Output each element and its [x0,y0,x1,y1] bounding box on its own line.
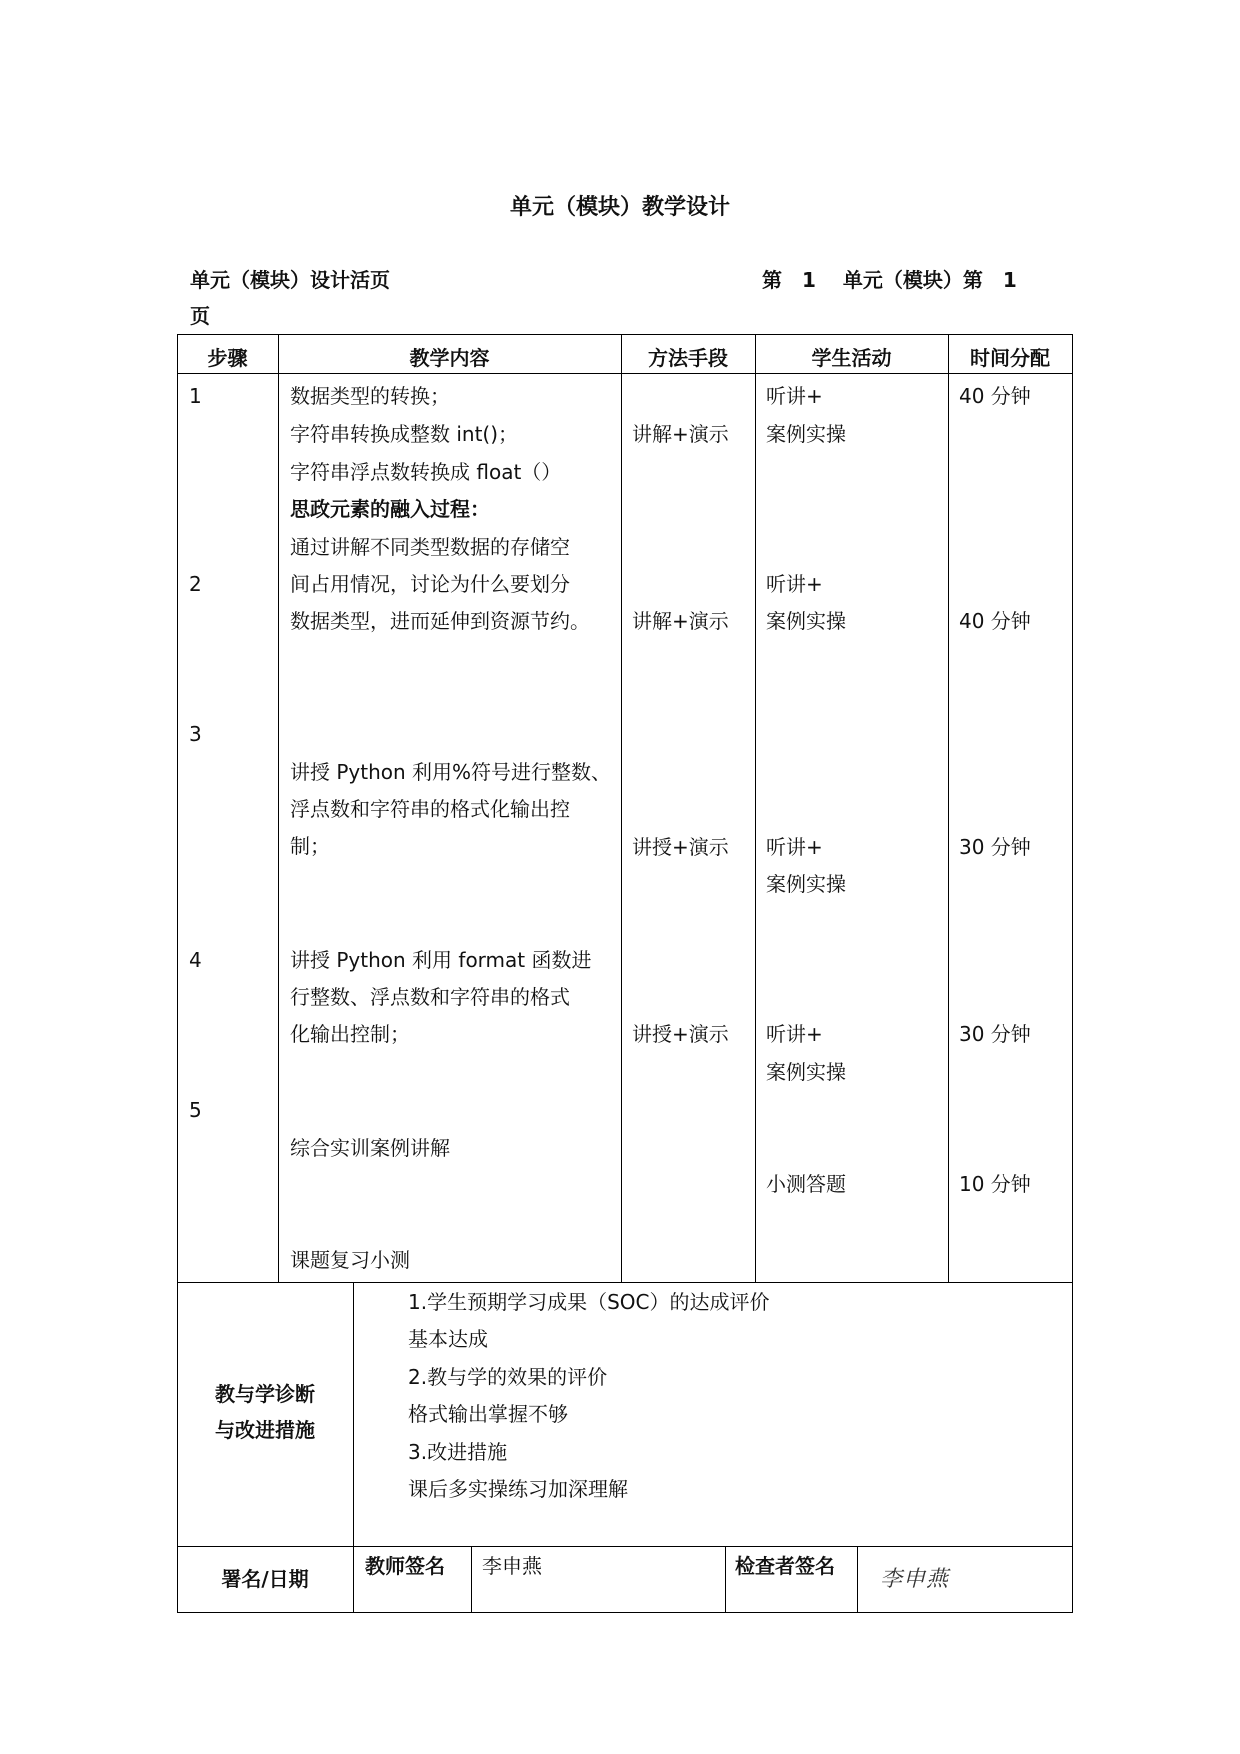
method-cell: 讲授+演示 [632,1022,729,1046]
content-line: 通过讲解不同类型数据的存储空 [290,535,570,559]
content-line: 行整数、浮点数和字符串的格式 [290,985,570,1009]
content-line: 浮点数和字符串的格式化输出控 [290,797,570,821]
content-line: 数据类型，进而延伸到资源节约。 [290,609,590,633]
time-cell: 40 分钟 [959,609,1031,633]
content-line: 讲授 Python 利用%符号进行整数、 [290,760,612,784]
method-cell: 讲解+演示 [632,609,729,633]
diagnosis-line: 1.学生预期学习成果（SOC）的达成评价 [408,1290,770,1314]
activity-cell: 听讲+ [766,835,823,859]
header-activity: 学生活动 [811,346,892,370]
activity-cell: 案例实操 [766,422,846,446]
diagnosis-line: 2.教与学的效果的评价 [408,1365,608,1389]
activity-cell: 案例实操 [766,872,846,896]
diagnosis-line: 课后多实操练习加深理解 [408,1477,628,1501]
time-cell: 30 分钟 [959,1022,1031,1046]
teacher-name: 李申燕 [482,1554,542,1578]
activity-cell: 案例实操 [766,609,846,633]
step-number: 4 [189,948,202,972]
diagnosis-line: 基本达成 [408,1327,488,1351]
teacher-signature-label: 教师签名 [365,1554,445,1578]
method-cell: 讲授+演示 [632,835,729,859]
content-line: 制； [290,834,330,858]
checker-handwritten-signature: 李申燕 [880,1567,950,1592]
signature-date-label: 署名/日期 [221,1567,309,1591]
content-line: 化输出控制； [290,1022,410,1046]
step-number: 3 [189,722,202,746]
step-number: 2 [189,572,202,596]
content-line: 字符串浮点数转换成 float（） [290,460,562,484]
activity-cell: 案例实操 [766,1060,846,1084]
time-cell: 40 分钟 [959,384,1031,408]
content-line-heading: 思政元素的融入过程： [290,497,490,521]
header-method: 方法手段 [648,346,728,370]
content-line: 间占用情况，讨论为什么要划分 [290,572,570,596]
header-content: 教学内容 [409,346,490,370]
step-number: 5 [189,1098,202,1122]
activity-cell: 听讲+ [766,384,823,408]
diagnosis-label-line2: 与改进措施 [215,1418,315,1442]
content-line: 字符串转换成整数 int()； [290,422,519,446]
activity-cell: 听讲+ [766,1022,823,1046]
document-title: 单元（模块）教学设计 [509,195,730,220]
time-cell: 10 分钟 [959,1172,1031,1196]
diagnosis-label-line1: 教与学诊断 [215,1382,315,1406]
activity-cell: 小测答题 [766,1172,846,1196]
header-step: 步骤 [207,346,248,370]
content-line: 课题复习小测 [290,1248,410,1272]
diagnosis-line: 3.改进措施 [408,1440,508,1464]
header-time: 时间分配 [970,346,1050,370]
method-cell: 讲解+演示 [632,422,729,446]
activity-cell: 听讲+ [766,572,823,596]
time-cell: 30 分钟 [959,835,1031,859]
page-header-right: 第 1 单元（模块）第 1 [762,268,1017,292]
page-header-wrap: 页 [190,304,210,328]
step-number: 1 [189,384,202,408]
checker-signature-label: 检查者签名 [735,1554,835,1578]
content-line: 讲授 Python 利用 format 函数进 [290,948,592,972]
diagnosis-line: 格式输出掌握不够 [408,1402,568,1426]
page-header-left: 单元（模块）设计活页 [190,268,390,292]
content-line: 数据类型的转换； [290,384,450,408]
content-line: 综合实训案例讲解 [290,1136,450,1160]
